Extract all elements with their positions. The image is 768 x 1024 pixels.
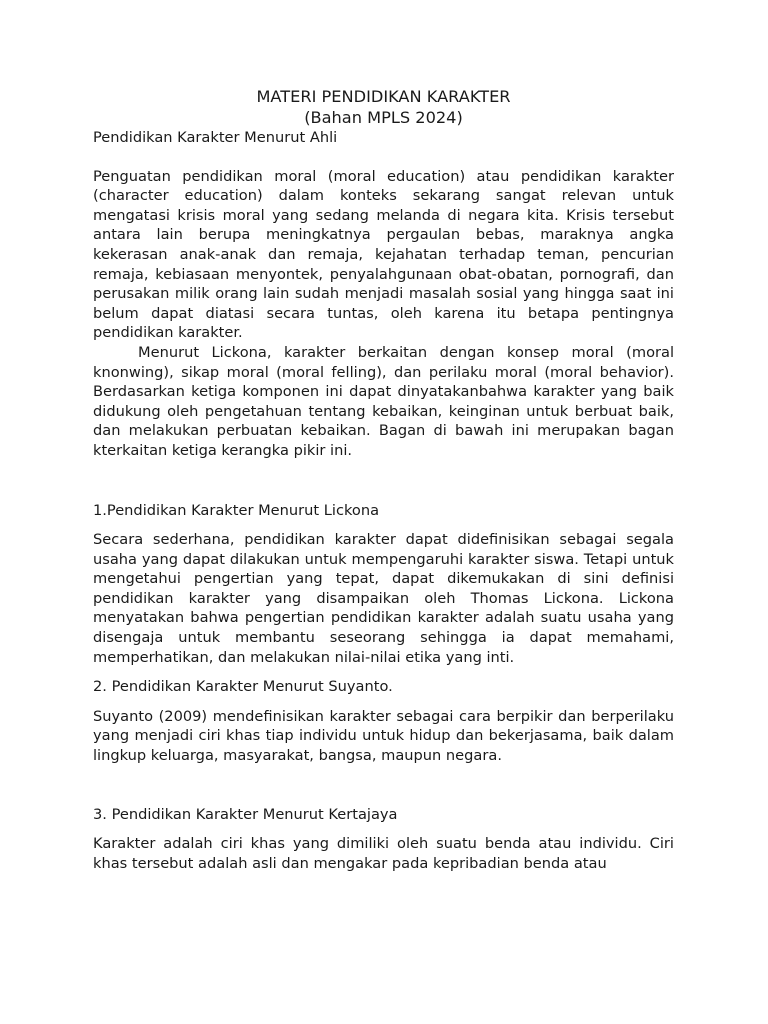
intro-paragraph-1: Penguatan pendidikan moral (moral education) atau pendidikan karakter (character education) dalam konteks sekarang sangat relevan untuk mengatasi krisis moral yang sedang melanda di negara kita. Krisis tersebut antara lain berupa meningkatnya pergaulan bebas, maraknya angka kekerasan anak-anak dan remaja, kejahatan terhadap teman, pencurian remaja, kebiasaan menyontek, penyalahgunaan obat-obatan, pornografi, dan perusakan milik orang lain sudah menjadi masalah sosial yang hingga saat ini belum dapat diatasi secara tuntas, oleh karena itu betapa pentingnya pendidikan karakter. bbox=[93, 167, 674, 342]
intro-heading: Pendidikan Karakter Menurut Ahli bbox=[93, 129, 338, 146]
section-body-lickona: Secara sederhana, pendidikan karakter dapat didefinisikan sebagai segala usaha yang dapat dilakukan untuk mempengaruhi karakter siswa. Tetapi untuk mengetahui pengertian yang tepat, dapat dikemukakan di sini definisi pendidikan karakter yang disampaikan oleh Thomas Lickona. Lickona menyatakan bahwa pengertian pendidikan karakter adalah suatu usaha yang disengaja untuk membantu seseorang sehingga ia dapat memahami, memperhatikan, dan melakukan nilai-nilai etika yang inti. bbox=[93, 531, 674, 666]
intro-paragraph-2: Menurut Lickona, karakter berkaitan dengan konsep moral (moral knonwing), sikap moral (moral felling), dan perilaku moral (moral behavior). Berdasarkan ketiga komponen ini dapat dinyatakanbahwa karakter yang baik didukung oleh pengetahuan tentang kebaikan, keinginan untuk berbuat baik, dan melakukan perbuatan kebaikan. Bagan di bawah ini merupakan bagan kterkaitan ketiga kerangka pikir ini. bbox=[93, 343, 674, 459]
section-heading-suyanto: 2. Pendidikan Karakter Menurut Suyanto. bbox=[93, 678, 393, 696]
document-subtitle: (Bahan MPLS 2024) bbox=[304, 108, 463, 127]
section-heading-kertajaya: 3. Pendidikan Karakter Menurut Kertajaya bbox=[93, 805, 398, 823]
section-body-suyanto: Suyanto (2009) mendefinisikan karakter sebagai cara berpikir dan berperilaku yang menjadi ciri khas tiap individu untuk hidup dan bekerjasama, baik dalam lingkup keluarga, masyarakat, bangsa, maupun negara. bbox=[93, 707, 674, 765]
document-title: MATERI PENDIDIKAN KARAKTER bbox=[256, 87, 511, 106]
document-page bbox=[93, 86, 674, 873]
section-heading-lickona: 1.Pendidikan Karakter Menurut Lickona bbox=[93, 501, 380, 519]
section-body-kertajaya: Karakter adalah ciri khas yang dimiliki oleh suatu benda atau individu. Ciri khas tersebut adalah asli dan mengakar pada kepribadian benda atau bbox=[93, 835, 674, 872]
